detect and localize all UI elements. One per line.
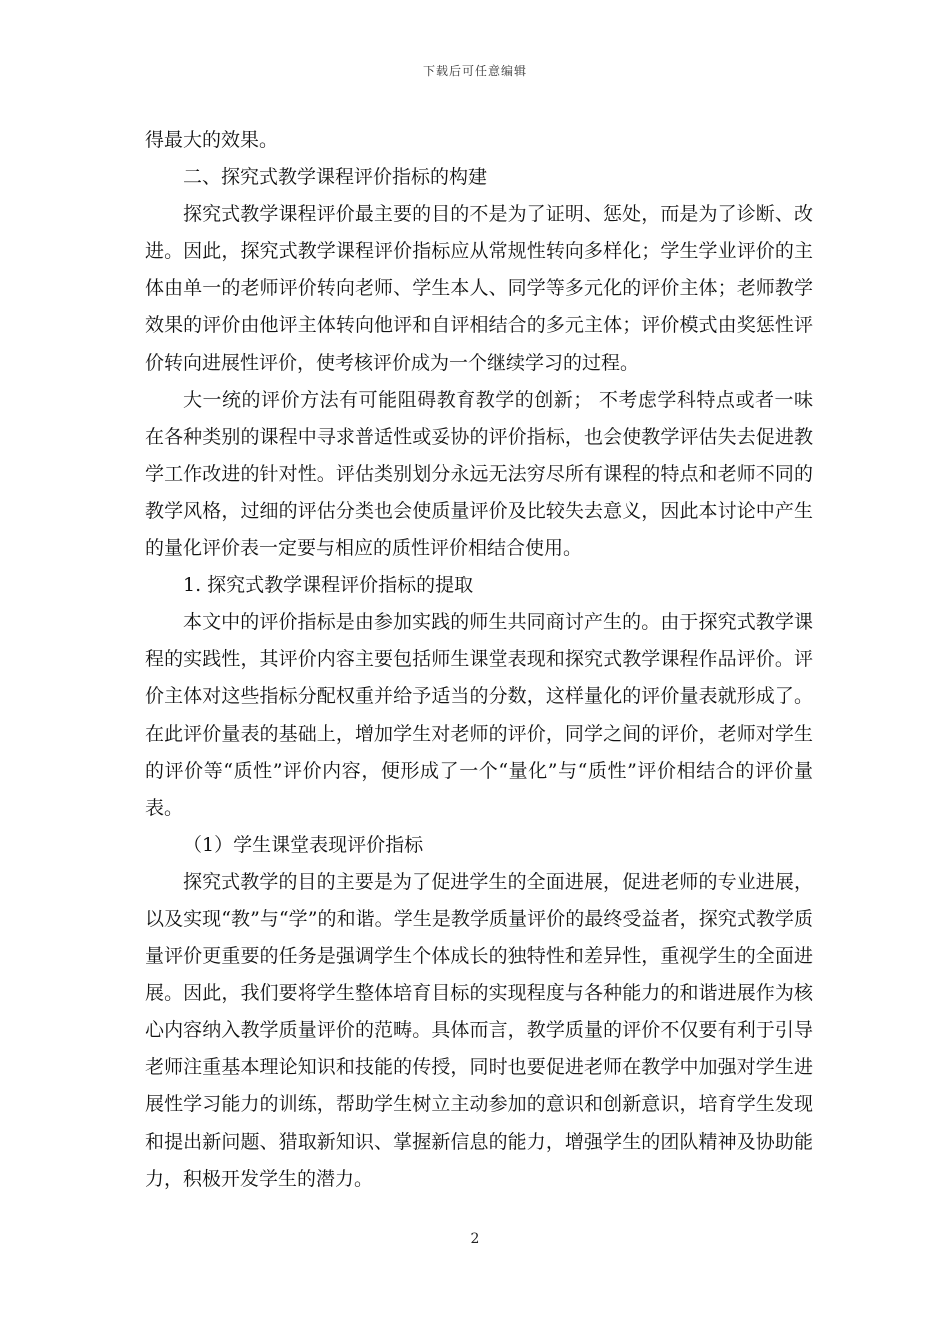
section-heading: 二、探究式教学课程评价指标的构建 [183,166,488,189]
page-number: 2 [470,1231,480,1247]
subsubsection-heading: （1）学生课堂表现评价指标 [183,833,424,856]
paragraph-continuation: 得最大的效果。 [145,129,279,151]
body-paragraph: 探究式教学课程评价最主要的目的不是为了证明、惩处，而是为了诊断、改进。因此，探究式教学课程评价指标应从常规性转向多样化；学生学业评价的主体由单一的老师评价转向老师、学生本人、同学等多元化的评价主体；老师教学效果的评价由他评主体转向他评和自评相结合的多元主体；评价模式由奖惩性评价转向进展性评价，使考核评价成为一个继续学习的过程。 [145,203,813,374]
subsection-heading: 1. 探究式教学课程评价指标的提取 [183,574,474,597]
body-paragraph: 大一统的评价方法有可能阻碍教育教学的创新； 不考虑学科特点或者一味在各种类别的课程中寻求普适性或妥协的评价指标，也会使教学评估失去促进教学工作改进的针对性。评估类别划分永远无法穷尽所有课程的特点和老师不同的教学风格，过细的评估分类也会使质量评价及比较失去意义，因此本讨论中产生的量化评价表一定要与相应的质性评价相结合使用。 [145,388,813,560]
body-paragraph: 本文中的评价指标是由参加实践的师生共同商讨产生的。由于探究式教学课程的实践性，其评价内容主要包括师生课堂表现和探究式教学课程作品评价。评价主体对这些指标分配权重并给予适当的分数，这样量化的评价量表就形成了。在此评价量表的基础上，增加学生对老师的评价，同学之间的评价，老师对学生的评价等“质性”评价内容，便形成了一个“量化”与“质性”评价相结合的评价量表。 [145,611,813,819]
body-paragraph: 探究式教学的目的主要是为了促进学生的全面进展，促进老师的专业进展，以及实现“教”与“学”的和谐。学生是教学质量评价的最终受益者，探究式教学质量评价更重要的任务是强调学生个体成长的独特性和差异性，重视学生的全面进展。因此，我们要将学生整体培育目标的实现程度与各种能力的和谐进展作为核心内容纳入教学质量评价的范畴。具体而言，教学质量的评价不仅要有利于引导老师注重基本理论知识和技能的传授，同时也要促进老师在教学中加强对学生进展性学习能力的训练，帮助学生树立主动参加的意识和创新意识，培育学生发现和提出新问题、猎取新知识、掌握新信息的能力，增强学生的团队精神及协助能力，积极开发学生的潜力。 [145,870,813,1190]
document-body [145,122,813,1198]
header-note: 下载后可任意编辑 [422,64,527,78]
